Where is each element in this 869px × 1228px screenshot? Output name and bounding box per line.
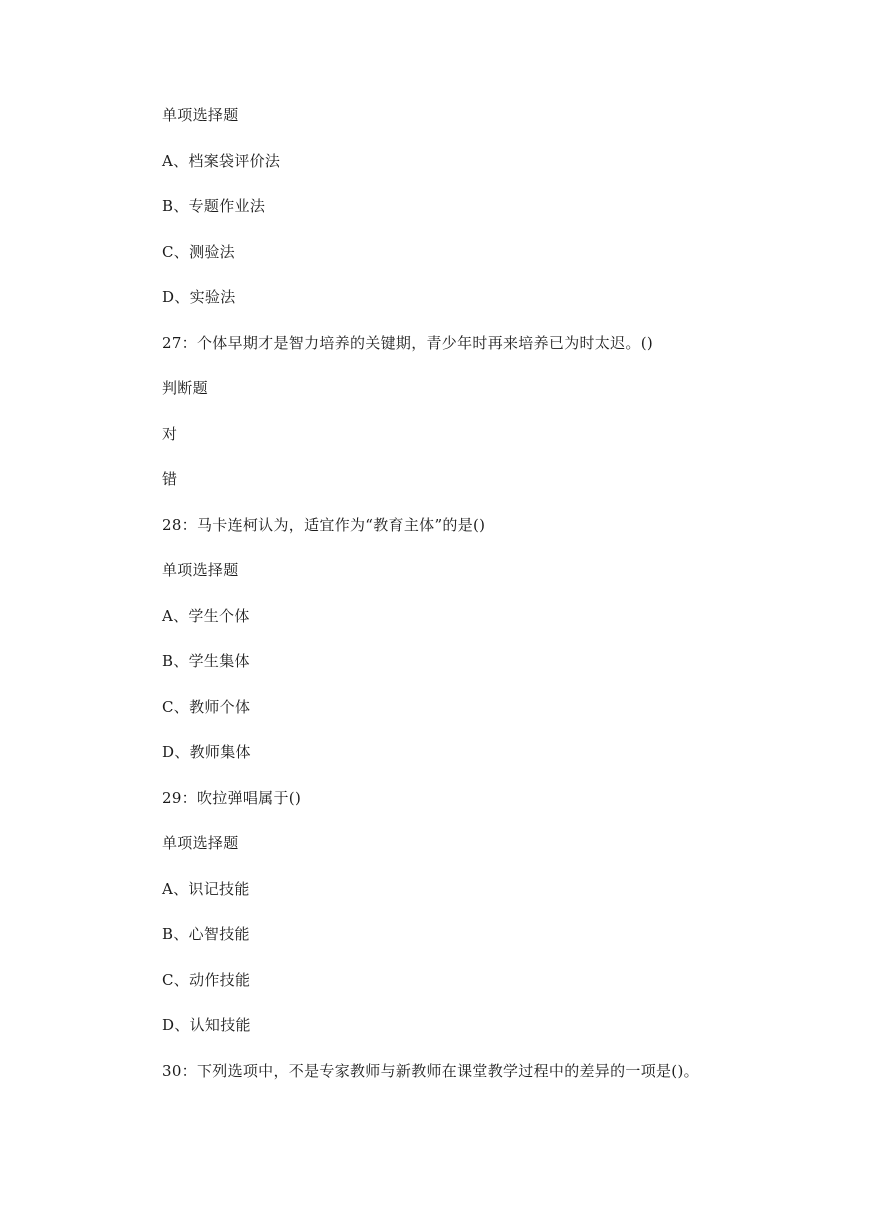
question-type-label: 判断题 (162, 379, 208, 397)
question-27: 27：个体早期才是智力培养的关键期，青少年时再来培养已为时太迟。() (162, 334, 653, 352)
option-c: C、动作技能 (162, 971, 251, 989)
option-d: D、认知技能 (162, 1016, 251, 1034)
question-type-label: 单项选择题 (162, 106, 239, 124)
option-b: B、心智技能 (162, 925, 250, 943)
question-type-label: 单项选择题 (162, 834, 239, 852)
option-true: 对 (162, 425, 178, 443)
option-c: C、教师个体 (162, 698, 251, 716)
question-type-label: 单项选择题 (162, 561, 239, 579)
option-d: D、实验法 (162, 288, 236, 306)
option-false: 错 (162, 470, 178, 488)
option-a: A、识记技能 (162, 880, 250, 898)
option-b: B、专题作业法 (162, 197, 266, 215)
option-c: C、测验法 (162, 243, 235, 261)
option-b: B、学生集体 (162, 652, 250, 670)
option-d: D、教师集体 (162, 743, 251, 761)
option-a: A、学生个体 (162, 607, 250, 625)
question-30: 30：下列选项中，不是专家教师与新教师在课堂教学过程中的差异的一项是()。 (162, 1062, 699, 1080)
question-28: 28：马卡连柯认为，适宜作为“教育主体”的是() (162, 516, 486, 534)
option-a: A、档案袋评价法 (162, 152, 281, 170)
question-29: 29：吹拉弹唱属于() (162, 789, 302, 807)
